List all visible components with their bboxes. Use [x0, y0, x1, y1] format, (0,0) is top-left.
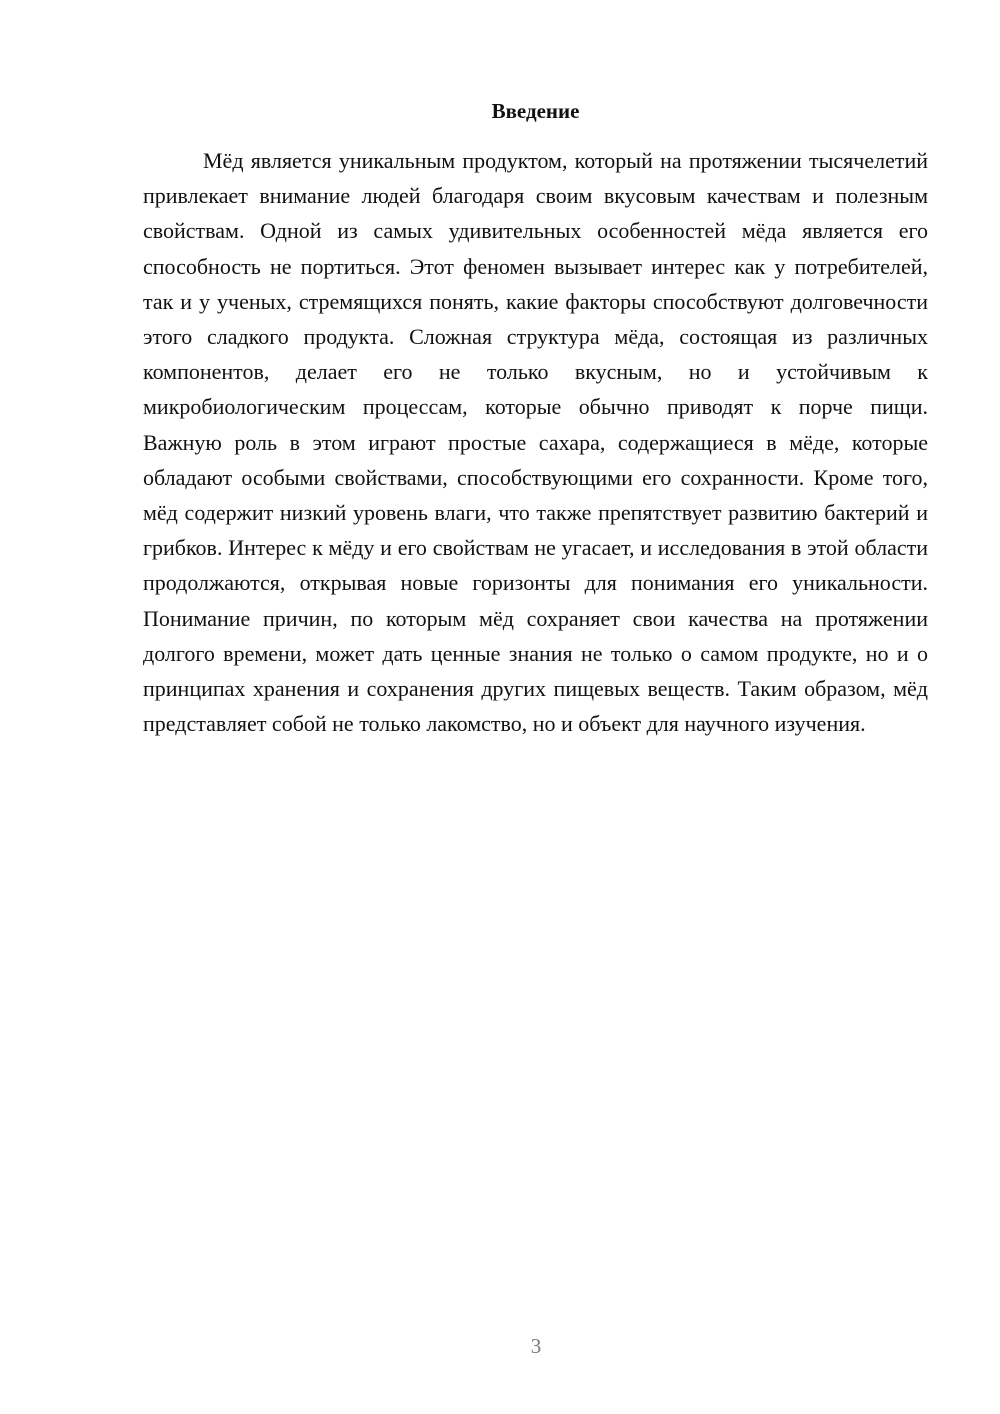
section-heading: Введение — [491, 99, 580, 123]
page-number: 3 — [530, 1334, 542, 1358]
body-paragraph: Мёд является уникальным продуктом, который на протяжении тысячелетий привлекает внимание людей благодаря своим вкусовым качествам и полезным свойствам. Одной из самых удивительных особенностей мёда является его способность не портиться. Этот феномен вызывает интерес как у потребителей, так и у ученых, стремящихся понять, какие факторы способствуют долговечности этого сладкого продукта. Сложная структура мёда, состоящая из различных компонентов, делает его не только вкусным, но и устойчивым к микробиологическим процессам, которые обычно приводят к порче пищи. Важную роль в этом играют простые сахара, содержащиеся в мёде, которые обладают особыми свойствами, способствующими его сохранности. Кроме того, мёд содержит низкий уровень влаги, что также препятствует развитию бактерий и грибков. Интерес к мёду и его свойствам не угасает, и исследования в этой области продолжаются, открывая новые горизонты для понимания его уникальности. Понимание причин, по которым мёд сохраняет свои качества на протяжении долгого времени, может дать ценные знания не только о самом продукте, но и о принципах хранения и сохранения других пищевых веществ. Таким образом, мёд представляет собой не только лакомство, но и объект для научного изучения. — [143, 148, 928, 737]
